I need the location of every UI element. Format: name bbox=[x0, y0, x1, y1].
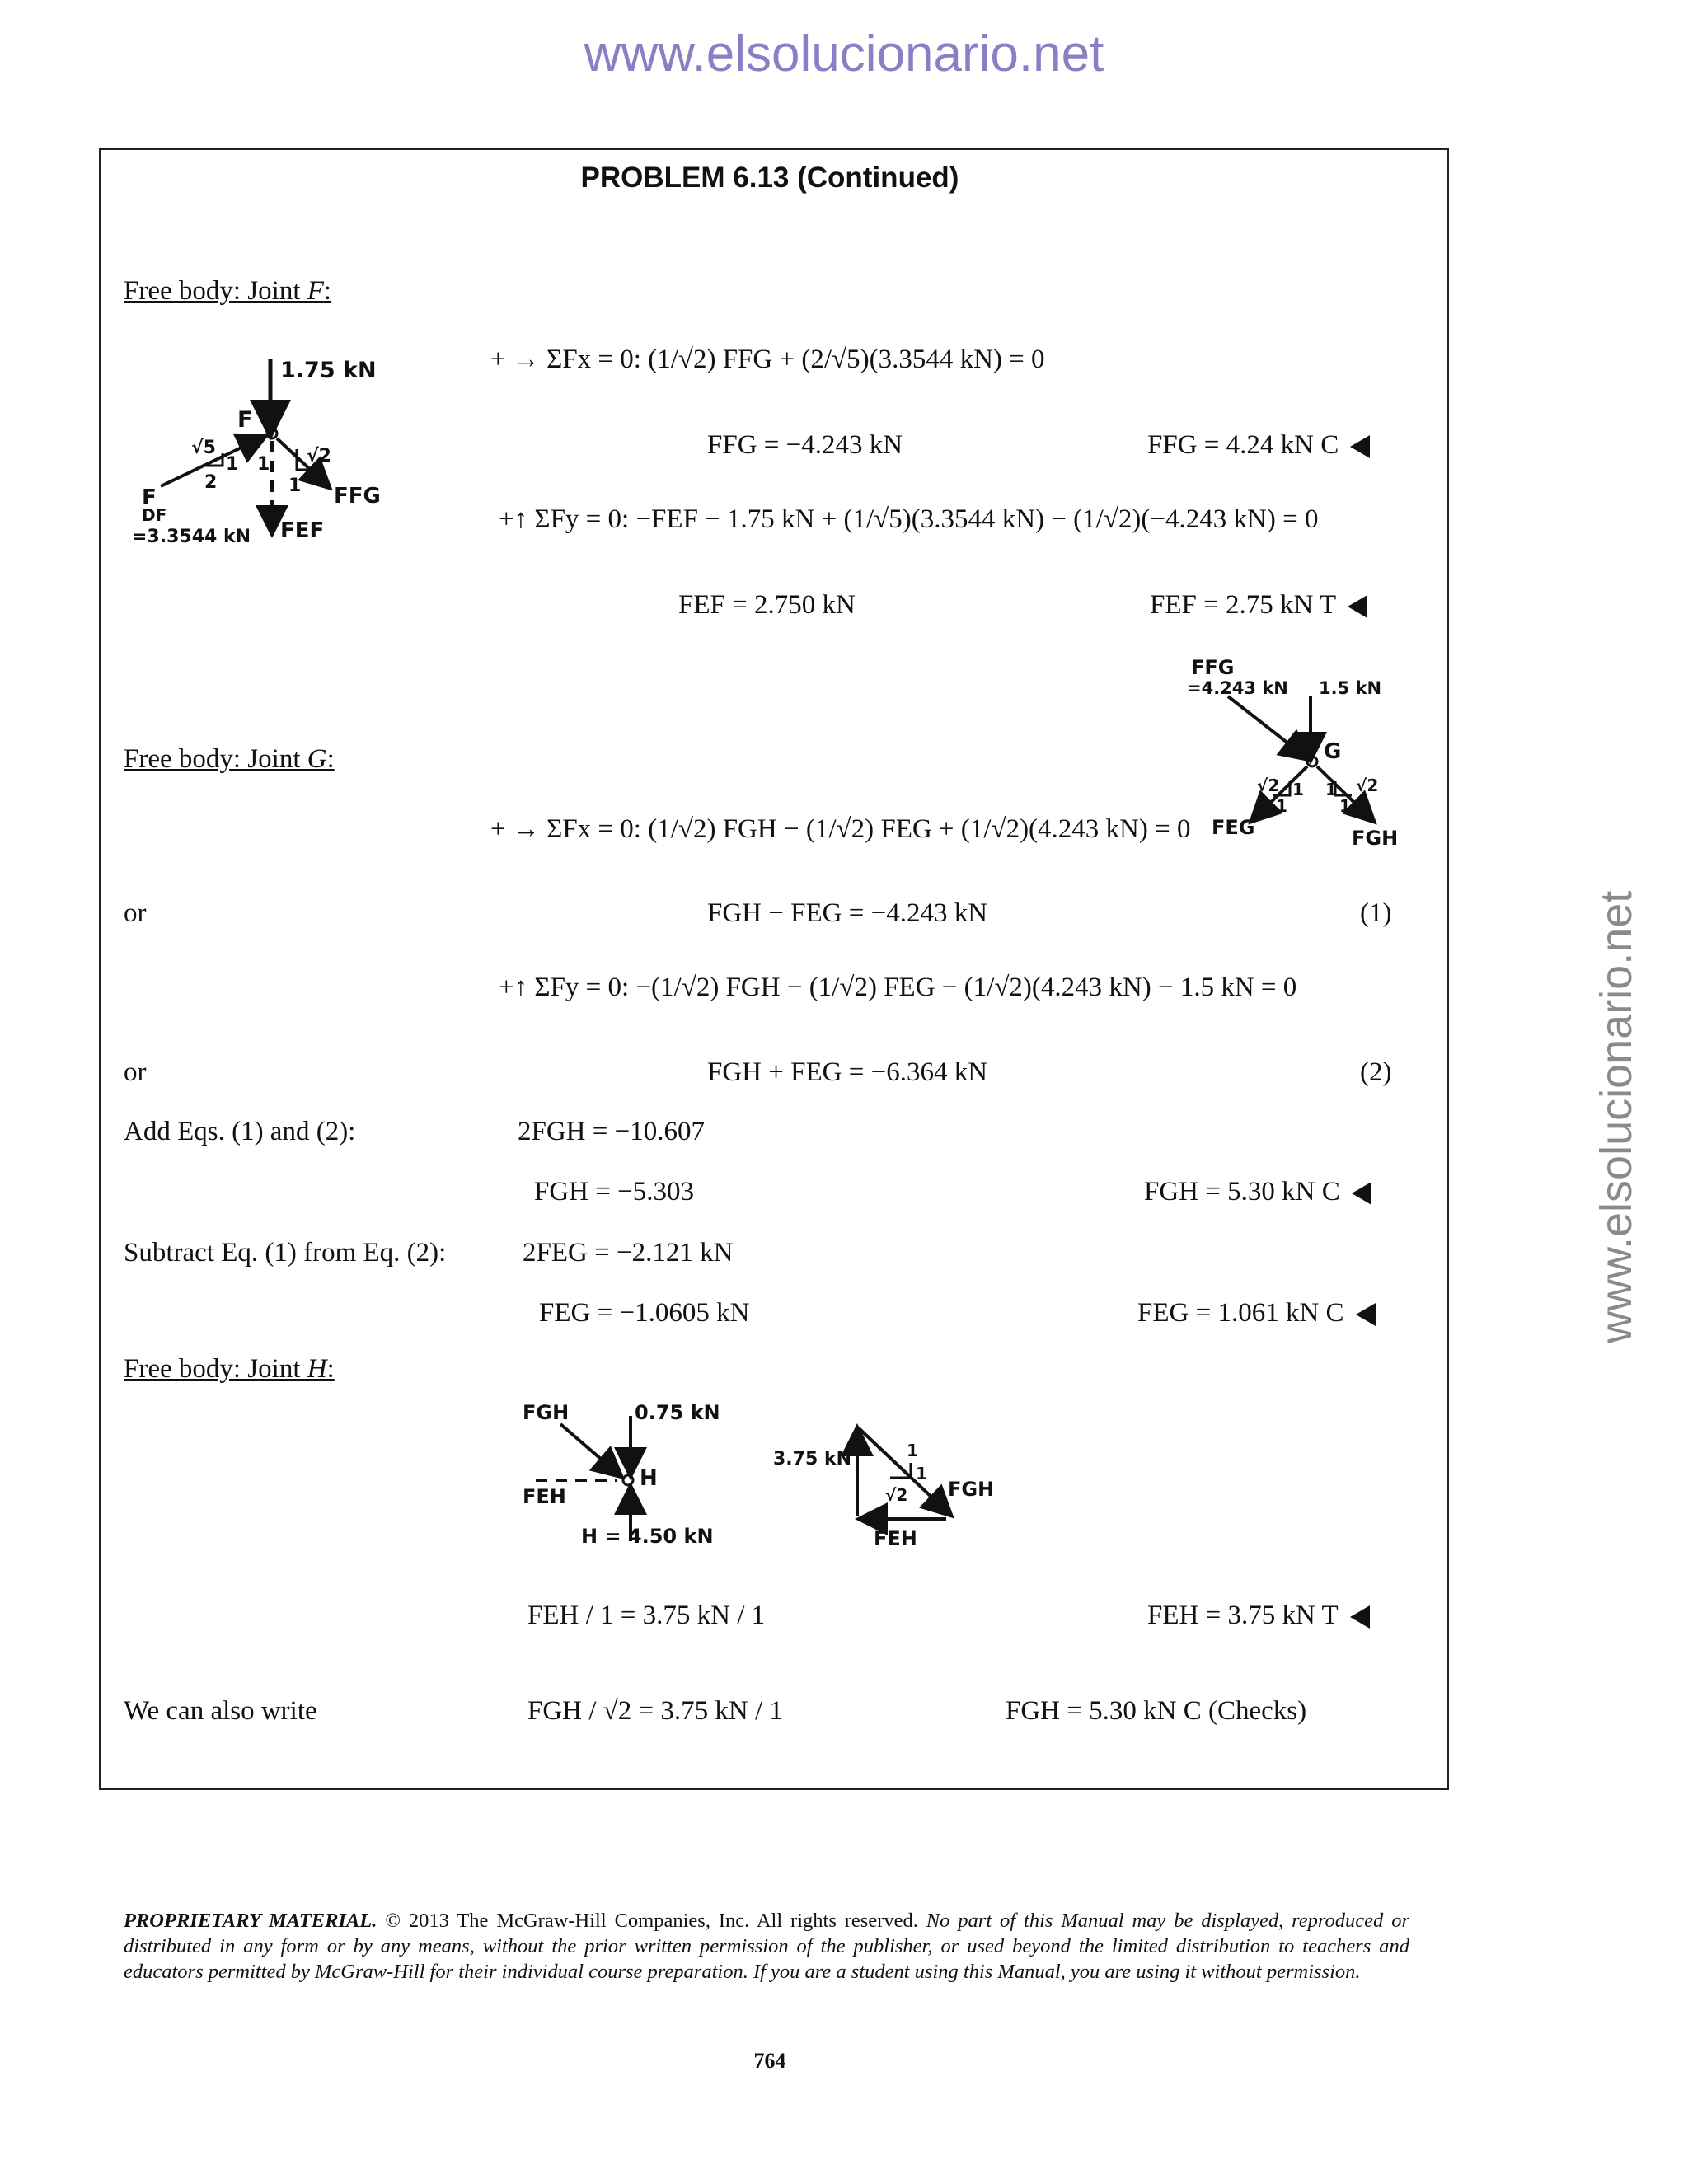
answer-marker-icon bbox=[1352, 1182, 1372, 1205]
svg-text:H = 4.50 kN: H = 4.50 kN bbox=[581, 1525, 714, 1548]
or-label-2: or bbox=[124, 1057, 147, 1087]
joint-g-heading: Free body: Joint G: bbox=[124, 744, 335, 774]
answer-marker-icon bbox=[1356, 1303, 1376, 1326]
svg-text:2: 2 bbox=[204, 472, 218, 493]
svg-text:√2: √2 bbox=[1356, 776, 1379, 795]
svg-text:3.75 kN: 3.75 kN bbox=[773, 1449, 851, 1469]
fgh-ratio-equation: FGH / √2 = 3.75 kN / 1 bbox=[528, 1696, 783, 1726]
svg-text:1: 1 bbox=[1292, 780, 1304, 799]
joint-h-force-triangle bbox=[767, 1413, 1014, 1562]
svg-text:=3.3544 kN: =3.3544 kN bbox=[132, 527, 251, 547]
fgh-check-answer: FGH = 5.30 kN C (Checks) bbox=[1006, 1696, 1307, 1726]
joint-f-ffg-result: FFG = −4.243 kN bbox=[707, 430, 903, 460]
svg-text:F: F bbox=[142, 485, 157, 510]
svg-text:FGH: FGH bbox=[1352, 827, 1399, 850]
svg-text:FEG: FEG bbox=[1212, 816, 1255, 839]
svg-text:H: H bbox=[640, 1466, 658, 1491]
svg-text:FGH: FGH bbox=[523, 1401, 570, 1424]
svg-text:√5: √5 bbox=[191, 438, 216, 458]
joint-f-load-label: 1.75 kN bbox=[280, 358, 377, 383]
svg-text:1: 1 bbox=[288, 476, 302, 496]
svg-text:FFG: FFG bbox=[334, 484, 381, 509]
answer-marker-icon bbox=[1350, 435, 1370, 458]
joint-f-free-body-diagram bbox=[124, 346, 396, 560]
svg-text:1: 1 bbox=[257, 454, 270, 475]
svg-text:FEF: FEF bbox=[280, 518, 325, 543]
also-write-label: We can also write bbox=[124, 1696, 317, 1726]
joint-g-sum-fx-equation: + → ΣFx = 0: (1/√2) FGH − (1/√2) FEG + (1/√2)(4.243 kN) = 0 bbox=[490, 814, 1191, 844]
svg-text:1: 1 bbox=[1325, 780, 1337, 799]
joint-g-sum-fy-equation: +↑ ΣFy = 0: −(1/√2) FGH − (1/√2) FEG − (1/√2)(4.243 kN) − 1.5 kN = 0 bbox=[499, 972, 1297, 1002]
equation-1: FGH − FEG = −4.243 kN bbox=[707, 898, 988, 928]
svg-text:FEH: FEH bbox=[874, 1527, 917, 1550]
add-equations-label: Add Eqs. (1) and (2): bbox=[124, 1117, 356, 1146]
answer-marker-icon bbox=[1350, 1605, 1370, 1629]
feh-answer: FEH = 3.75 kN T bbox=[1147, 1601, 1370, 1631]
svg-text:DF: DF bbox=[142, 505, 167, 525]
svg-text:FEH: FEH bbox=[523, 1485, 566, 1508]
joint-f-ffg-answer: FFG = 4.24 kN C bbox=[1147, 430, 1370, 461]
subtract-equations-result: 2FEG = −2.121 kN bbox=[523, 1238, 734, 1268]
feg-answer: FEG = 1.061 kN C bbox=[1137, 1298, 1376, 1329]
svg-text:=4.243 kN: =4.243 kN bbox=[1187, 678, 1288, 698]
joint-f-fef-result: FEF = 2.750 kN bbox=[678, 590, 856, 620]
add-equations-result: 2FGH = −10.607 bbox=[518, 1117, 705, 1146]
svg-text:1.5 kN: 1.5 kN bbox=[1319, 678, 1382, 698]
svg-text:FFG: FFG bbox=[1191, 656, 1235, 679]
copyright-notice: PROPRIETARY MATERIAL. © 2013 The McGraw-Hill Companies, Inc. All rights reserved. No part of this Manual may be displayed, reproduced or distributed in any form or by any means, without the prior written permission of the publisher, or used beyond the limited distribution to teachers and educators permitted by McGraw-Hill for their individual course preparation. If you are a student using this Manual, you are using it without permission. bbox=[124, 1910, 1409, 1983]
subtract-equations-label: Subtract Eq. (1) from Eq. (2): bbox=[124, 1238, 447, 1268]
svg-text:√2: √2 bbox=[885, 1485, 908, 1505]
svg-text:0.75 kN: 0.75 kN bbox=[635, 1401, 720, 1424]
joint-f-sum-fx-equation: + → ΣFx = 0: (1/√2) FFG + (2/√5)(3.3544 kN) = 0 bbox=[490, 344, 1045, 374]
feg-value: FEG = −1.0605 kN bbox=[539, 1298, 750, 1328]
svg-text:1: 1 bbox=[907, 1441, 918, 1460]
feh-ratio-equation: FEH / 1 = 3.75 kN / 1 bbox=[528, 1601, 766, 1630]
equation-2-number: (2) bbox=[1360, 1057, 1392, 1087]
equation-1-number: (1) bbox=[1360, 898, 1392, 928]
watermark-top: www.elsolucionario.net bbox=[584, 26, 1104, 82]
svg-text:√2: √2 bbox=[1257, 776, 1280, 795]
joint-f-heading: Free body: Joint F: bbox=[124, 276, 332, 306]
joint-g-free-body-diagram bbox=[1187, 656, 1409, 865]
fgh-value: FGH = −5.303 bbox=[534, 1177, 694, 1207]
svg-text:1: 1 bbox=[1339, 796, 1351, 816]
svg-text:FGH: FGH bbox=[948, 1478, 995, 1501]
fgh-answer: FGH = 5.30 kN C bbox=[1144, 1177, 1372, 1207]
joint-h-free-body-diagram bbox=[519, 1393, 742, 1558]
page-number: 764 bbox=[753, 2049, 786, 2073]
svg-text:G: G bbox=[1324, 739, 1342, 764]
svg-text:F: F bbox=[237, 407, 253, 433]
svg-text:1: 1 bbox=[916, 1464, 927, 1483]
joint-f-fef-answer: FEF = 2.75 kN T bbox=[1150, 590, 1367, 621]
problem-title: PROBLEM 6.13 (Continued) bbox=[580, 162, 959, 194]
equation-2: FGH + FEG = −6.364 kN bbox=[707, 1057, 988, 1087]
svg-text:1: 1 bbox=[1276, 796, 1287, 816]
joint-f-sum-fy-equation: +↑ ΣFy = 0: −FEF − 1.75 kN + (1/√5)(3.3544 kN) − (1/√2)(−4.243 kN) = 0 bbox=[499, 504, 1319, 534]
svg-text:√2: √2 bbox=[307, 446, 331, 466]
joint-h-heading: Free body: Joint H: bbox=[124, 1354, 335, 1384]
answer-marker-icon bbox=[1348, 595, 1367, 618]
or-label-1: or bbox=[124, 898, 147, 928]
svg-text:1: 1 bbox=[226, 454, 239, 475]
